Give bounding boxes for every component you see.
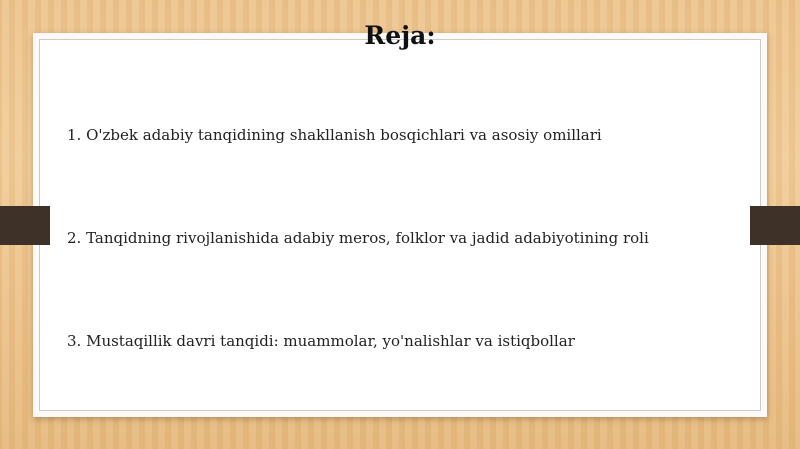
slide-title: Reja: [364, 21, 436, 50]
plan-item-3: 3. Mustaqillik davri tanqidi: muammolar, yo'nalishlar va istiqbollar [67, 332, 575, 350]
plan-item-1: 1. O'zbek adabiy tanqidining shakllanish bosqichlari va asosiy omillari [67, 126, 602, 144]
plan-item-2: 2. Tanqidning rivojlanishida adabiy meros, folklor va jadid adabiyotining roli [67, 229, 649, 247]
left-tab-decoration [0, 206, 50, 245]
content-card [33, 33, 767, 417]
content-card-frame [39, 39, 761, 411]
right-tab-decoration [750, 206, 800, 245]
